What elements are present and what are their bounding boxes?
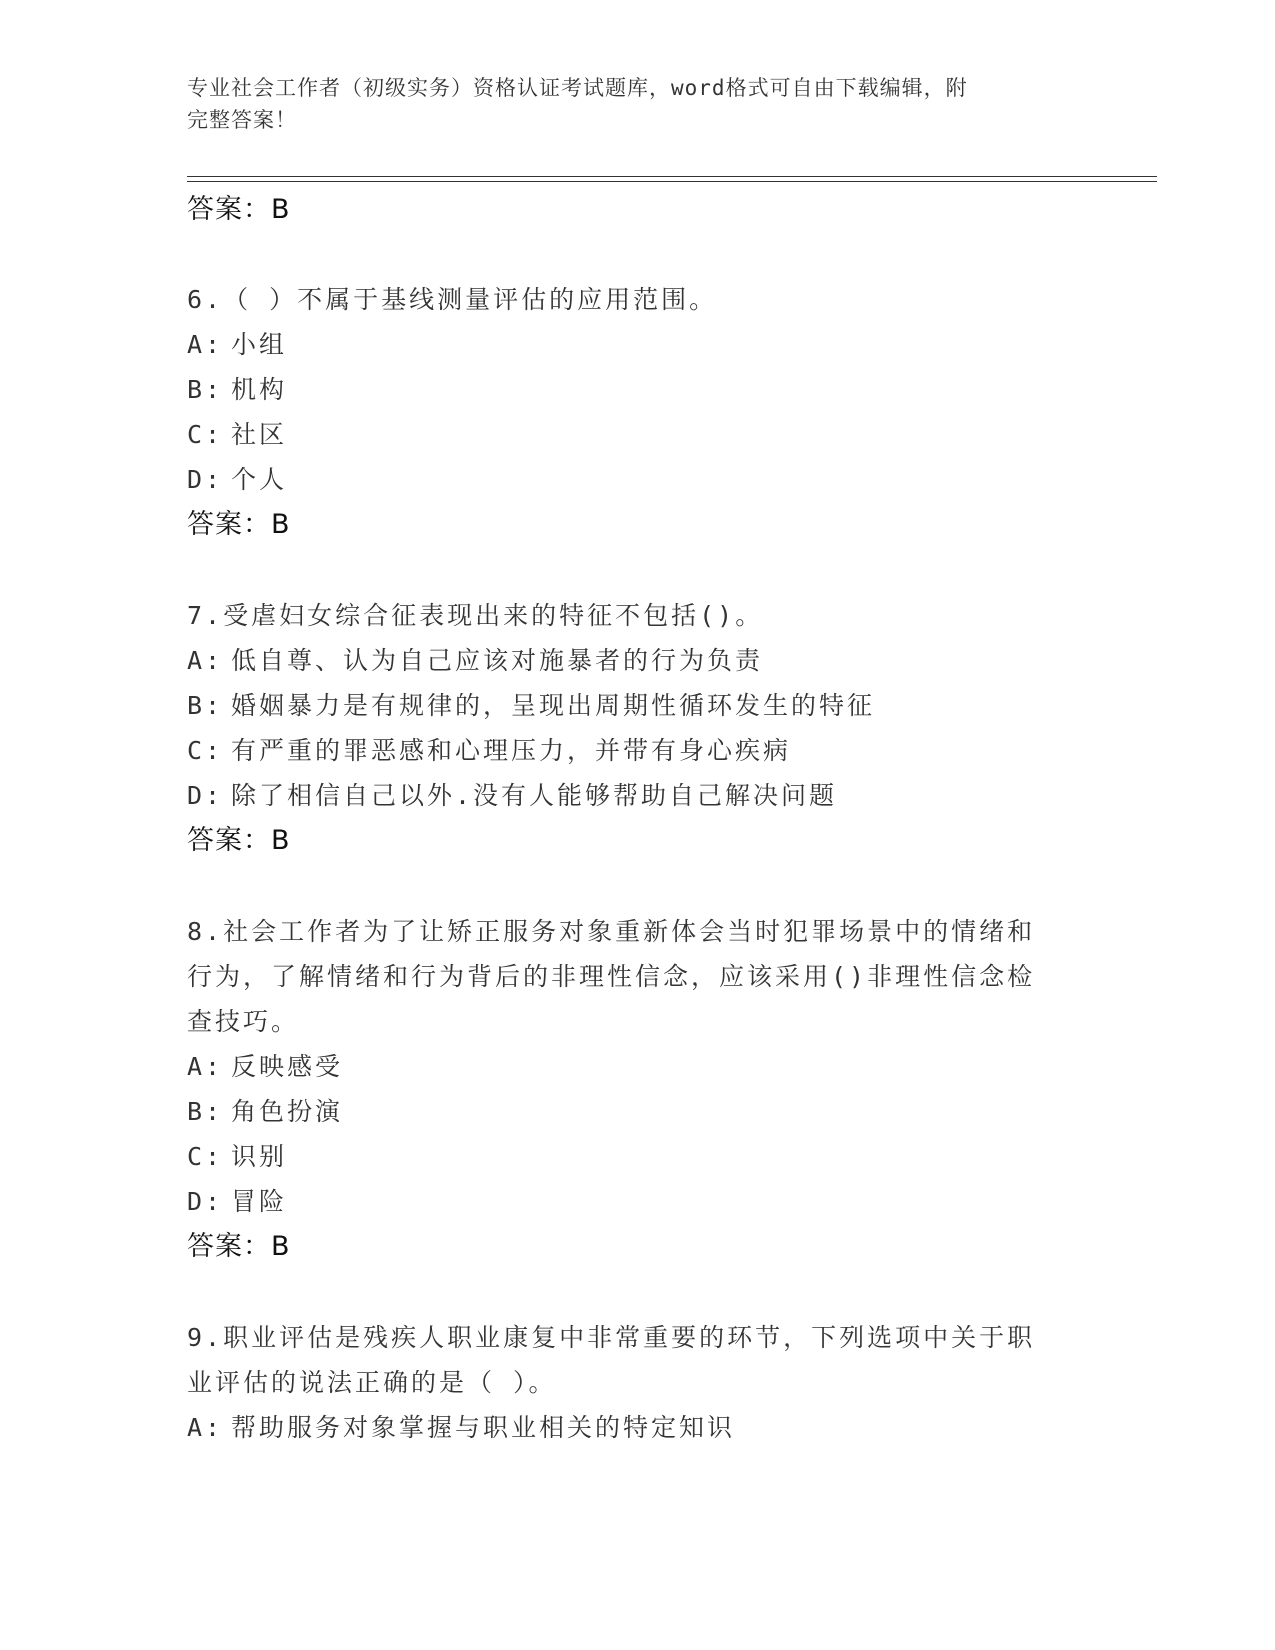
question-9-stem-line-1: 9.职业评估是残疾人职业康复中非常重要的环节，下列选项中关于职 <box>187 1323 1036 1352</box>
answer-q5: 答案：B <box>187 194 291 225</box>
question-8-option-c <box>187 1139 287 1175</box>
question-7-option-d <box>187 778 837 814</box>
option-text: 除了相信自己以外.没有人能够帮助自己解决问题 <box>231 781 838 810</box>
header-divider-top <box>187 176 1157 177</box>
question-6-option-b <box>187 372 287 408</box>
option-label: A: <box>187 646 224 675</box>
question-7-option-c <box>187 733 791 769</box>
option-text: 婚姻暴力是有规律的，呈现出周期性循环发生的特征 <box>231 691 876 720</box>
option-text: 机构 <box>231 375 288 404</box>
option-label: A: <box>187 1413 224 1442</box>
option-label: D: <box>187 465 224 494</box>
question-9-option-a <box>187 1410 735 1446</box>
option-text: 低自尊、认为自己应该对施暴者的行为负责 <box>231 646 764 675</box>
question-8-stem-line-1: 8.社会工作者为了让矫正服务对象重新体会当时犯罪场景中的情绪和 <box>187 917 1036 946</box>
option-label: C: <box>187 420 224 449</box>
question-7-option-b <box>187 688 875 724</box>
option-label: D: <box>187 1187 224 1216</box>
question-8-stem-line-2: 行为，了解情绪和行为背后的非理性信念，应该采用()非理性信念检 <box>187 962 1036 991</box>
question-8-option-b <box>187 1094 343 1130</box>
document-header <box>187 72 1067 136</box>
option-label: B: <box>187 691 224 720</box>
option-label: A: <box>187 1052 224 1081</box>
question-9-stem-line-2: 业评估的说法正确的是（ ）。 <box>187 1368 557 1397</box>
option-text: 小组 <box>231 330 288 359</box>
question-6-option-d <box>187 462 287 498</box>
header-title-line-1: 专业社会工作者（初级实务）资格认证考试题库，word格式可自由下载编辑，附 <box>187 76 968 100</box>
option-text: 冒险 <box>231 1187 288 1216</box>
option-text: 识别 <box>231 1142 288 1171</box>
question-6-stem: 6.（ ）不属于基线测量评估的应用范围。 <box>187 285 718 314</box>
question-6-option-c <box>187 417 287 453</box>
question-8-option-a <box>187 1049 343 1085</box>
option-label: A: <box>187 330 224 359</box>
option-text: 反映感受 <box>231 1052 344 1081</box>
answer-q6: 答案：B <box>187 509 291 540</box>
answer-q8: 答案：B <box>187 1231 291 1262</box>
option-text: 有严重的罪恶感和心理压力，并带有身心疾病 <box>231 736 792 765</box>
option-text: 帮助服务对象掌握与职业相关的特定知识 <box>231 1413 736 1442</box>
option-label: C: <box>187 736 224 765</box>
option-label: C: <box>187 1142 224 1171</box>
question-7-stem: 7.受虐妇女综合征表现出来的特征不包括()。 <box>187 601 764 630</box>
question-6-option-a <box>187 327 287 363</box>
question-7-option-a <box>187 643 763 679</box>
option-text: 社区 <box>231 420 288 449</box>
option-text: 角色扮演 <box>231 1097 344 1126</box>
answer-q7: 答案：B <box>187 825 291 856</box>
header-divider-bottom <box>187 181 1157 182</box>
header-title-line-2: 完整答案！ <box>187 108 297 132</box>
option-label: B: <box>187 375 224 404</box>
option-text: 个人 <box>231 465 288 494</box>
option-label: D: <box>187 781 224 810</box>
question-8-option-d <box>187 1184 287 1220</box>
question-8-stem-line-3: 查技巧。 <box>187 1007 300 1036</box>
option-label: B: <box>187 1097 224 1126</box>
